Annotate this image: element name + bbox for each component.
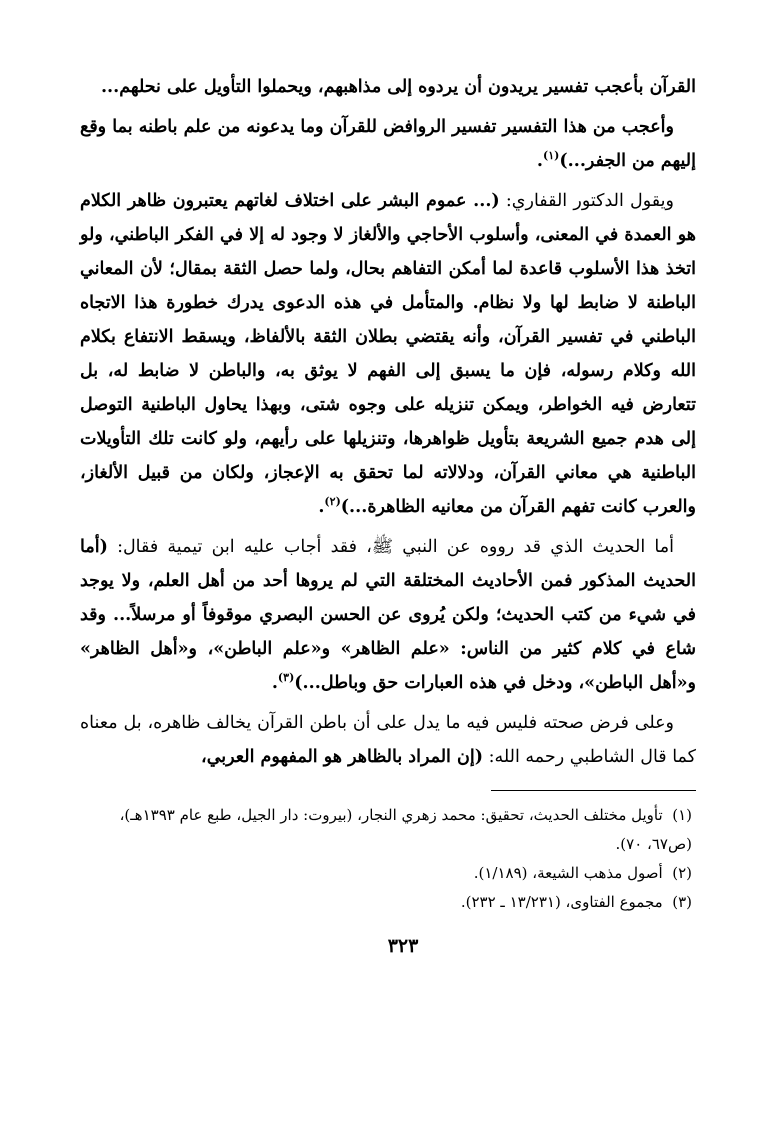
paragraph-text: القرآن بأعجب تفسير يريدون أن يردوه إلى مذاهبهم، ويحملوا التأويل على نحلهم... <box>100 77 696 97</box>
footnote-text: مجموع الفتاوى، (١٣/٢٣١ ـ ٢٣٢). <box>460 893 663 911</box>
footnote-number: (١) <box>672 806 692 824</box>
footnote-ref: (٣) <box>277 671 295 685</box>
footnote-text: تأويل مختلف الحديث، تحقيق: محمد زهري النجار، (بيروت: دار الجيل، طبع عام ١٣٩٣هـ)، (ص٦٧، ٧٠). <box>119 806 692 853</box>
quoted-text: (أما الحديث المذكور فمن الأحاديث المختلقة التي لم يروها أحد من أهل العلم، ولا يوجد في شيء من كتب الحديث؛ ولكن يُروى عن الحسن البصري موقوفاً أو مرسلاً... وقد شاع في كلام كثير من الناس: «علم الظاهر» و«علم الباطن»، و«أهل الظاهر» و«أهل الباطن»، ودخل في هذه العبارات حق وباطل...) <box>80 537 696 693</box>
footnotes <box>80 801 696 917</box>
paragraph-lead: ويقول الدكتور القفاري: <box>499 191 674 211</box>
quoted-text: (... عموم البشر على اختلاف لغاتهم يعتبرون ظاهر الكلام هو العمدة في المعنى، وأسلوب الأحاجي والألغاز لا وجود له إلا في الفكر الباطني، ولو اتخذ هذا الأسلوب قاعدة لما أمكن التفاهم بحال، ولما حصل الثقة بمقال؛ لأن المعاني الباطنة لا ضابط لها ولا نظام. والمتأمل في هذه الدعوى يدرك خطورة هذا الاتجاه الباطني في تفسير القرآن، وأنه يقتضي بطلان الثقة بالألفاظ، ويسقط الانتفاع بكلام الله وكلام رسوله، فإن ما يسبق إلى الفهم لا يوثق به، والباطن لا ضابط له، بل تتعارض فيه الخواطر، ويمكن تنزيله على وجوه شتى، وبهذا يحاول الباطنية التوصل إلى هدم جميع الشريعة بتأويل ظواهرها، وتنزيلها على رأيهم، ولو كانت تلك التأويلات الباطنية هي معاني القرآن، ودلالاته لما تحقق به الإعجاز، ولكان من قبيل الألغاز، والعرب كانت تفهم القرآن من معانيه الظاهرة...) <box>80 191 696 517</box>
paragraph-lead: أما الحديث الذي قد رووه عن النبي ﷺ، فقد أجاب عليه ابن تيمية فقال: <box>107 537 674 557</box>
quoted-text: (إن المراد بالظاهر هو المفهوم العربي، <box>201 747 484 767</box>
footnote-ref: (١) <box>543 149 560 163</box>
paragraph-2 <box>80 110 696 178</box>
paragraph-4 <box>80 530 696 700</box>
paragraph-3 <box>80 184 696 524</box>
paragraph-1 <box>80 70 696 104</box>
main-text <box>80 70 696 774</box>
footnote-2 <box>80 859 696 888</box>
footnote-1 <box>80 801 696 859</box>
paragraph-end: . <box>318 497 325 517</box>
paragraph-text: وأعجب من هذا التفسير تفسير الروافض للقرآن وما يدعونه من علم باطنه بما وقع إليهم من الجفر...) <box>80 117 696 171</box>
footnote-text: أصول مذهب الشيعة، (١/١٨٩). <box>473 864 663 882</box>
footnote-number: (٣) <box>672 893 692 911</box>
footnote-divider <box>491 790 696 791</box>
paragraph-lead: وعلى فرض صحته فليس فيه ما يدل على أن باطن القرآن يخالف ظاهره، بل معناه كما قال الشاطبي رحمه الله: <box>80 713 696 767</box>
paragraph-5 <box>80 706 696 774</box>
paragraph-end: . <box>271 673 278 693</box>
footnote-3 <box>80 888 696 917</box>
page-number: ٣٢٣ <box>387 935 419 957</box>
footnote-number: (٢) <box>672 864 692 882</box>
paragraph-end: . <box>536 151 544 171</box>
footnote-ref: (٢) <box>324 495 341 509</box>
